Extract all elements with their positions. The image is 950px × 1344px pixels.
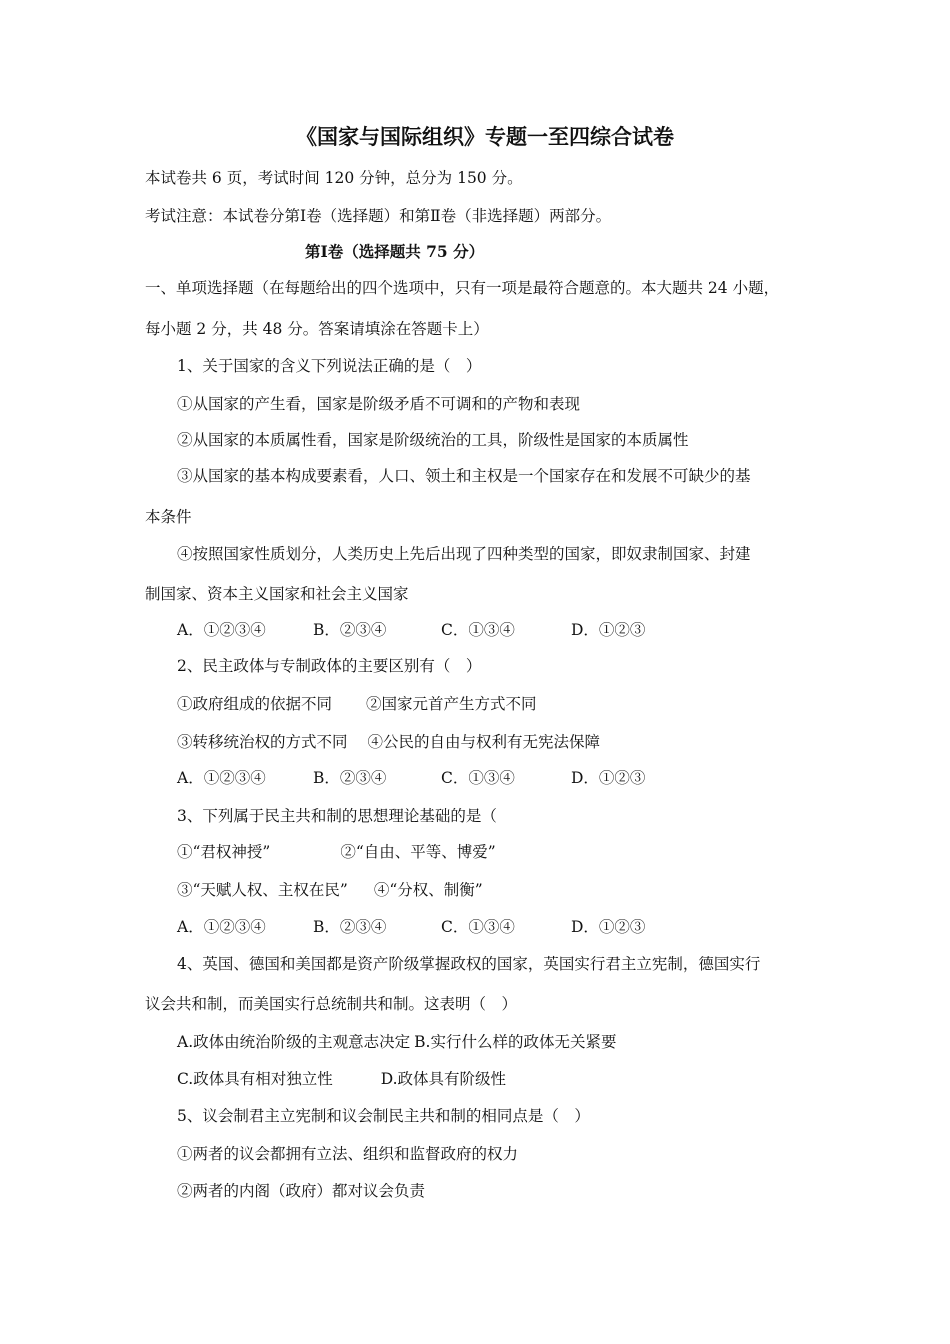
q3-statement-3: ③“天赋人权、主权在民” (177, 881, 348, 899)
q3-statement-1: ①“君权神授” (177, 843, 271, 861)
q5-statement-2: ②两者的内阁（政府）都对议会负责 (177, 1182, 426, 1200)
q4-option-d[interactable]: D.政体具有阶级性 (380, 1070, 507, 1088)
section-heading: 第Ⅰ卷（选择题共 75 分） (305, 242, 485, 261)
q3-option-a[interactable]: A．①②③④ (177, 918, 266, 936)
q1-statement-2: ②从国家的本质属性看，国家是阶级统治的工具，阶级性是国家的本质属性 (177, 431, 689, 449)
q1-statement-4b: 制国家、资本主义国家和社会主义国家 (145, 585, 409, 603)
q2-statement-4: ④公民的自由与权利有无宪法保障 (367, 733, 601, 751)
q1-statement-4a: ④按照国家性质划分，人类历史上先后出现了四种类型的国家，即奴隶制国家、封建 (177, 545, 751, 563)
q2-option-a[interactable]: A．①②③④ (177, 769, 266, 787)
q1-statement-3a: ③从国家的基本构成要素看，人口、领土和主权是一个国家存在和发展不可缺少的基 (177, 467, 751, 485)
q3-statement-2: ②“自由、平等、博爱” (340, 843, 496, 861)
instructions-line-1: 一、单项选择题（在每题给出的四个选项中，只有一项是最符合题意的。本大题共 24 小题， (145, 279, 780, 297)
q3-options (177, 916, 645, 938)
q1-option-c[interactable]: C．①③④ (441, 621, 515, 639)
q3-option-c[interactable]: C．①③④ (441, 918, 515, 936)
q4-option-a[interactable]: A.政体由统治阶级的主观意志决定 (177, 1033, 411, 1051)
q1-options (177, 619, 645, 641)
q4-stem-a: 4、英国、德国和美国都是资产阶级掌握政权的国家，英国实行君主立宪制，德国实行 (177, 955, 761, 973)
q2-option-d[interactable]: D．①②③ (571, 769, 646, 787)
q3-statement-4: ④“分权、制衡” (373, 881, 483, 899)
q3-option-b[interactable]: B．②③④ (313, 918, 387, 936)
q4-stem-b: 议会共和制，而美国实行总统制共和制。这表明（ ） (145, 995, 518, 1013)
q4-option-b[interactable]: B.实行什么样的政体无关紧要 (414, 1033, 617, 1051)
instructions-line-2: 每小题 2 分，共 48 分。答案请填涂在答题卡上） (145, 320, 489, 338)
q2-statement-2: ②国家元首产生方式不同 (366, 695, 537, 713)
q2-statement-3: ③转移统治权的方式不同 (177, 733, 348, 751)
q3-option-d[interactable]: D．①②③ (571, 918, 646, 936)
q2-option-c[interactable]: C．①③④ (441, 769, 515, 787)
q3-stem: 3、下列属于民主共和制的思想理论基础的是（ (177, 807, 497, 825)
q1-option-d[interactable]: D．①②③ (571, 621, 646, 639)
q1-statement-3b: 本条件 (145, 508, 192, 526)
q4-options-row-2 (177, 1068, 506, 1090)
q1-stem: 1、关于国家的含义下列说法正确的是（ ） (177, 357, 482, 375)
q2-option-b[interactable]: B．②③④ (313, 769, 387, 787)
q5-statement-1: ①两者的议会都拥有立法、组织和监督政府的权力 (177, 1145, 519, 1163)
q4-option-c[interactable]: C.政体具有相对独立性 (177, 1070, 333, 1088)
q5-stem: 5、议会制君主立宪制和议会制民主共和制的相同点是（ ） (177, 1107, 590, 1125)
q2-statement-1: ①政府组成的依据不同 (177, 695, 333, 713)
q1-statement-1: ①从国家的产生看，国家是阶级矛盾不可调和的产物和表现 (177, 395, 581, 413)
intro-line-2: 考试注意：本试卷分第Ⅰ卷（选择题）和第Ⅱ卷（非选择题）两部分。 (145, 207, 612, 225)
q3-statements-row-2 (177, 879, 483, 901)
q2-stem: 2、民主政体与专制政体的主要区别有（ ） (177, 657, 482, 675)
intro-line-1: 本试卷共 6 页，考试时间 120 分钟，总分为 150 分。 (145, 169, 523, 187)
q1-option-a[interactable]: A．①②③④ (177, 621, 266, 639)
q2-options (177, 767, 645, 789)
q2-statements-row-2 (177, 731, 600, 753)
q1-option-b[interactable]: B．②③④ (313, 621, 387, 639)
page-title: 《国家与国际组织》专题一至四综合试卷 (296, 124, 674, 149)
q2-statements-row-1 (177, 693, 537, 715)
q3-statements-row-1 (177, 841, 496, 863)
q4-options-row-1 (177, 1031, 616, 1053)
